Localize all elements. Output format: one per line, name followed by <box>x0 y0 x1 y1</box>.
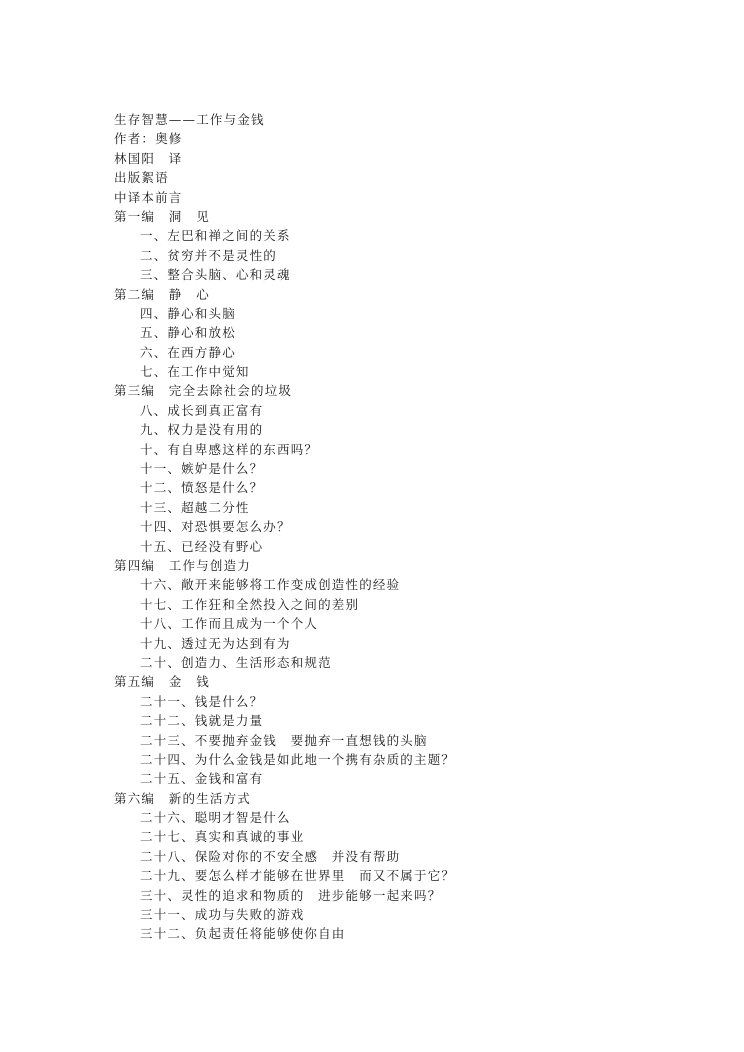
toc-heading: 中译本前言 <box>114 189 183 205</box>
toc-entry: 六、在西方静心 <box>140 344 236 360</box>
toc-entry: 五、静心和放松 <box>140 325 236 341</box>
toc-entry: 九、权力是没有用的 <box>140 422 264 438</box>
toc-entry: 十九、透过无为达到有为 <box>140 635 291 651</box>
toc-entry: 十六、敞开来能够将工作变成创造性的经验 <box>140 577 401 593</box>
toc-entry: 二十六、聪明才智是什么 <box>140 810 291 826</box>
toc-heading: 林国阳 译 <box>114 150 183 166</box>
toc-heading: 第六编 新的生活方式 <box>114 790 252 806</box>
toc-heading: 第三编 完全去除社会的垃圾 <box>114 383 293 399</box>
toc-heading: 第一编 洞 见 <box>114 208 210 224</box>
toc-entry: 二十五、金钱和富有 <box>140 771 264 787</box>
toc-entry: 二十四、为什么金钱是如此地一个携有杂质的主题？ <box>140 751 456 767</box>
toc-entry: 八、成长到真正富有 <box>140 402 264 418</box>
toc-entry: 七、在工作中觉知 <box>140 364 250 380</box>
toc-entry: 三十二、负起责任将能够使你自由 <box>140 926 346 942</box>
toc-entry: 二十九、要怎么样才能够在世界里 而又不属于它？ <box>140 868 456 884</box>
toc-entry: 二十八、保险对你的不安全感 并没有帮助 <box>140 848 401 864</box>
toc-entry: 二、贫穷并不是灵性的 <box>140 247 278 263</box>
toc-entry: 十一、嫉妒是什么？ <box>140 461 264 477</box>
toc-entry: 三、整合头脑、心和灵魂 <box>140 267 291 283</box>
toc-entry: 三十、灵性的追求和物质的 进步能够一起来吗？ <box>140 887 442 903</box>
toc-entry: 十三、超越二分性 <box>140 499 250 515</box>
table-of-contents <box>114 110 714 944</box>
toc-entry: 十四、对恐惧要怎么办？ <box>140 519 291 535</box>
toc-entry: 十七、工作狂和全然投入之间的差别 <box>140 596 360 612</box>
toc-entry: 十二、愤怒是什么？ <box>140 480 264 496</box>
toc-heading: 出版絮语 <box>114 170 169 186</box>
toc-heading: 第四编 工作与创造力 <box>114 557 252 573</box>
toc-entry: 一、左巴和禅之间的关系 <box>140 228 291 244</box>
toc-entry: 十五、已经没有野心 <box>140 538 264 554</box>
toc-heading: 第二编 静 心 <box>114 286 210 302</box>
toc-entry: 二十二、钱就是力量 <box>140 713 264 729</box>
toc-entry: 二十三、不要抛弃金钱 要抛弃一直想钱的头脑 <box>140 732 428 748</box>
toc-entry: 十八、工作而且成为一个个人 <box>140 616 319 632</box>
toc-entry: 三十一、成功与失败的游戏 <box>140 907 305 923</box>
toc-heading: 第五编 金 钱 <box>114 674 210 690</box>
toc-entry: 十、有自卑感这样的东西吗？ <box>140 441 319 457</box>
toc-entry: 四、静心和头脑 <box>140 305 236 321</box>
toc-entry: 二十七、真实和真诚的事业 <box>140 829 305 845</box>
toc-entry: 二十、创造力、生活形态和规范 <box>140 654 332 670</box>
toc-entry: 二十一、钱是什么？ <box>140 693 264 709</box>
toc-heading: 作者：奥修 <box>114 131 183 147</box>
toc-heading: 生存智慧——工作与金钱 <box>114 112 265 127</box>
